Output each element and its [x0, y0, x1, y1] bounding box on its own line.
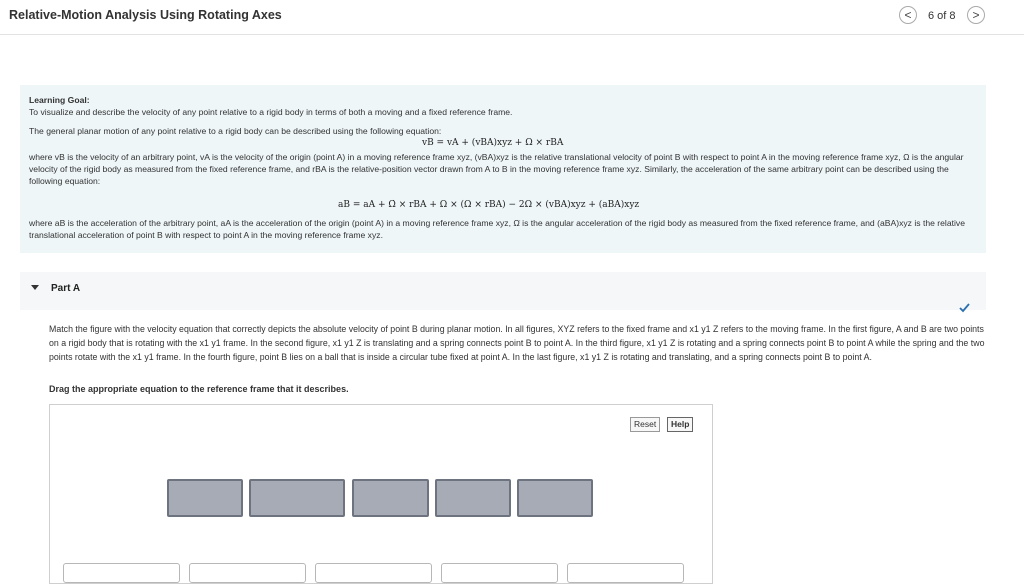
reset-button[interactable]: Reset: [630, 417, 660, 432]
page-counter: 6 of 8: [928, 10, 956, 22]
drop-target[interactable]: [441, 563, 558, 583]
part-a-header[interactable]: [20, 272, 986, 310]
prev-page-button[interactable]: <: [899, 6, 917, 24]
page-title: Relative-Motion Analysis Using Rotating Axes: [9, 8, 282, 22]
learning-goal-panel: [20, 85, 986, 253]
equation-tile[interactable]: [517, 479, 593, 517]
equation-tile[interactable]: [167, 479, 243, 517]
drop-target[interactable]: [567, 563, 684, 583]
drop-target[interactable]: [315, 563, 432, 583]
goal-heading: Learning Goal:: [29, 95, 90, 105]
acceleration-equation: aB = aA + Ω̇ × rBA + Ω × (Ω × rBA) − 2Ω × (vBA)xyz + (aBA)xyz: [338, 200, 640, 210]
checkmark-icon: [959, 302, 970, 313]
drop-target[interactable]: [63, 563, 180, 583]
goal-line-1: To visualize and describe the velocity of any point relative to a rigid body in terms of both a moving and a fixed reference frame.: [29, 107, 513, 117]
collapse-triangle-icon[interactable]: [31, 285, 39, 290]
help-button[interactable]: Help: [667, 417, 693, 432]
goal-paragraph-1: where vB is the velocity of an arbitrary point, vA is the velocity of the origin (point A) in a moving reference frame xyz, (vBA)xyz is the relative translational velocity of point B with respect to point A in the moving reference frame xyz, Ω is the angular velocity of the rigid body as measured from the fixed reference frame, and rBA is the relative-position vector drawn from A to B in the moving reference frame xyz. Similarly, the acceleration of the same arbitrary point can be described using the following equation:: [29, 152, 964, 186]
equation-tile[interactable]: [352, 479, 429, 517]
header-bar: [0, 0, 1024, 35]
part-a-label[interactable]: Part A: [51, 283, 81, 294]
drop-target[interactable]: [189, 563, 306, 583]
equation-tile[interactable]: [435, 479, 511, 517]
next-page-button[interactable]: >: [967, 6, 985, 24]
drag-prompt: Drag the appropriate equation to the reference frame that it describes.: [49, 384, 349, 394]
goal-line-2: The general planar motion of any point relative to a rigid body can be described using the following equation:: [29, 126, 442, 136]
velocity-equation: vB = vA + (vBA)xyz + Ω × rBA: [422, 138, 564, 148]
goal-paragraph-2: where aB is the acceleration of the arbitrary point, aA is the acceleration of the origin (point A) in a moving reference frame xyz, Ω̇ is the angular acceleration of the rigid body as measured from the fixed reference frame, and (aBA)xyz is the relative translational acceleration of point B with respect to point A in the moving reference frame xyz.: [29, 218, 965, 240]
equation-tile[interactable]: [249, 479, 345, 517]
part-a-instructions: Match the figure with the velocity equation that correctly depicts the absolute velocity of point B during planar motion. In all figures, XYZ refers to the fixed frame and x1 y1 Z refers to the moving frame. In the first figure, A and B are two points on a rigid body that is rotating with the x1 y1 frame. In the second figure, x1 y1 Z is translating and a spring connects point B to point A. In the third figure, x1 y1 Z is rotating and a spring connects point B to point A while the spring and the two points rotate with the x1 y1 frame. In the fourth figure, point B lies on a ball that is inside a circular tube fixed at point A. In the last figure, x1 y1 Z is rotating and translating, and a spring connects point B to point A.: [49, 324, 985, 362]
